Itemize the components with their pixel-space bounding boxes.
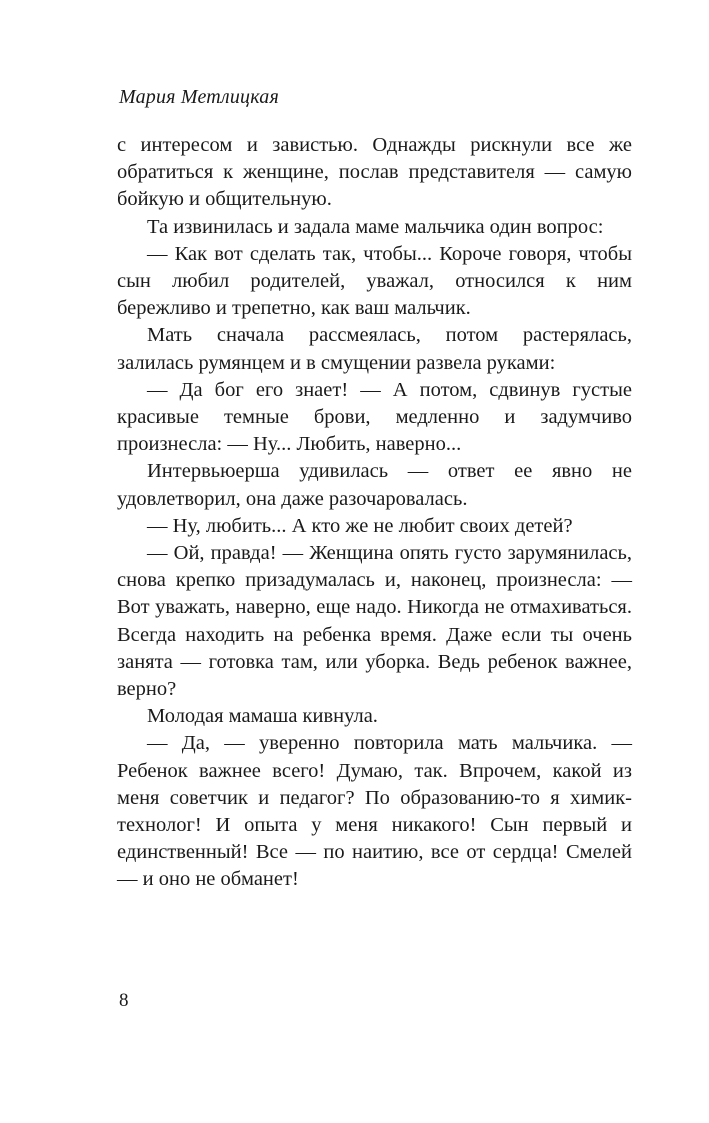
paragraph: с интересом и завистью. Однажды рискнули все же обратиться к женщине, послав представителя — самую бойкую и общительную. — [117, 134, 632, 211]
book-page — [117, 0, 632, 1123]
running-head-author: Мария Метлицкая — [119, 86, 279, 108]
paragraph: Молодая мамаша кивнула. — [147, 705, 378, 728]
paragraph: — Да, — уверенно повторила мать мальчика. — Ребенок важнее всего! Думаю, так. Впрочем, какой из меня советчик и педагог? По образованию-то я химик-технолог! И опыта у меня никакого! Сын первый и единственный! Все — по наитию, все от сердца! Смелей — и оно не обманет! — [117, 732, 632, 891]
paragraph: Та извинилась и задала маме мальчика один вопрос: — [147, 215, 604, 238]
paragraph: — Да бог его знает! — А потом, сдвинув густые красивые темные брови, медленно и задумчиво произнесла: — Ну... Любить, наверно... — [117, 378, 632, 456]
paragraph: — Как вот сделать так, чтобы... Короче говоря, чтобы сын любил родителей, уважал, относился к ним бережливо и трепетно, как ваш мальчик. — [117, 242, 632, 320]
paragraph: — Ну, любить... А кто же не любит своих детей? — [147, 514, 573, 537]
paragraph: — Ой, правда! — Женщина опять густо зарумянилась, снова крепко призадумалась и, наконец, произнесла: — Вот уважать, наверно, еще надо. Никогда не отмахиваться. Всегда находить на ребенка время. Даже если ты очень занята — готовка там, или уборка. Ведь ребенок важнее, верно? — [117, 542, 632, 701]
page-number: 8 — [119, 990, 129, 1011]
paragraph: Мать сначала рассмеялась, потом растерялась, залилась румянцем и в смущении развела руками: — [117, 324, 632, 374]
paragraph: Интервьюерша удивилась — ответ ее явно не удовлетворил, она даже разочаровалась. — [117, 460, 632, 510]
body-text — [117, 132, 632, 894]
